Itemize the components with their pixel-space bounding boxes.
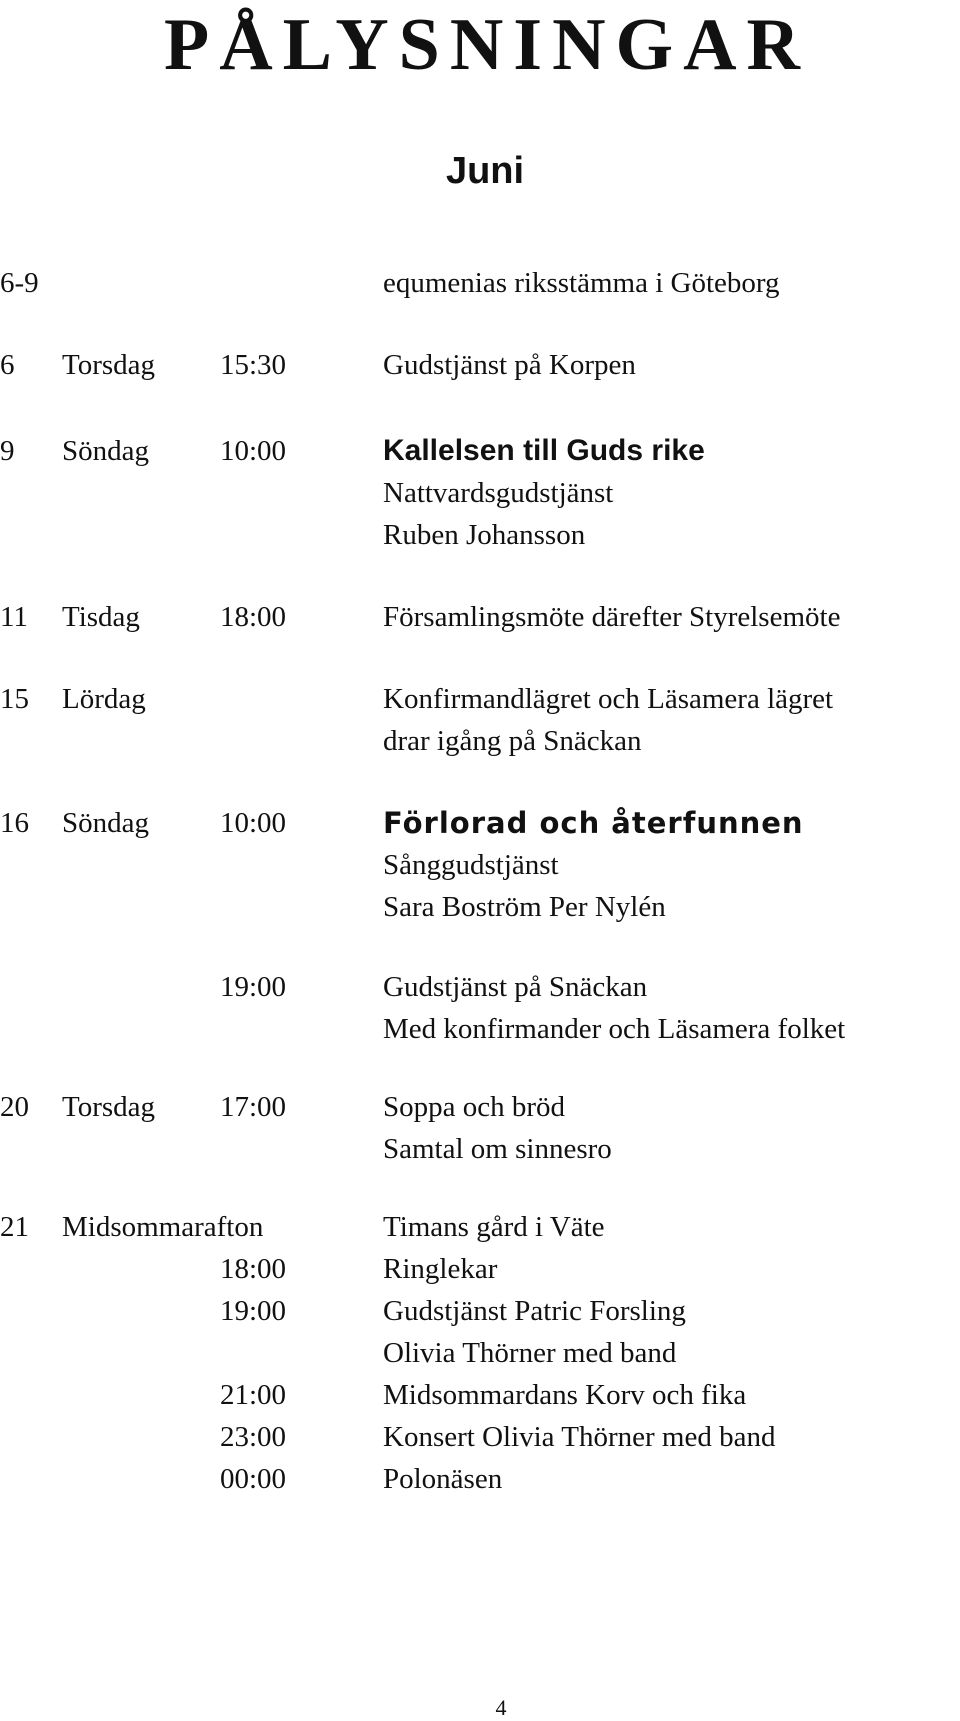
event-weekday: Torsdag [62, 1091, 156, 1123]
event-time: 19:00 [220, 971, 287, 1003]
program-item [0, 1458, 960, 1500]
event-entry [0, 966, 960, 1050]
event-line: Sånggudstjänst [383, 849, 559, 881]
event-line: Konsert Olivia Thörner med band [383, 1421, 776, 1453]
month-heading: Juni [445, 150, 525, 192]
sermon-title: Förlorad och återfunnen [383, 806, 804, 840]
event-line: drar igång på Snäckan [383, 725, 642, 757]
event-line: Gudstjänst på Snäckan [383, 971, 648, 1003]
event-schedule [0, 262, 960, 1500]
event-weekday: Midsommarafton [62, 1211, 264, 1243]
event-weekday: Söndag [62, 807, 149, 839]
event-description [383, 430, 960, 556]
event-description [383, 1290, 960, 1374]
program-item [0, 1290, 960, 1374]
event-description [383, 1086, 960, 1170]
event-entry [0, 678, 960, 762]
event-line: Konfirmandlägret och Läsamera lägret [383, 683, 834, 715]
event-time: 15:30 [220, 349, 287, 381]
event-weekday: Lördag [62, 683, 146, 715]
event-entry [0, 802, 960, 928]
event-description [383, 262, 960, 304]
event-time: 23:00 [220, 1421, 287, 1453]
event-line: Ringlekar [383, 1253, 498, 1285]
event-description [383, 1458, 960, 1500]
program-item [0, 1248, 960, 1290]
event-line: Polonäsen [383, 1463, 503, 1495]
event-description [383, 1416, 960, 1458]
event-entry [0, 430, 960, 556]
page-title: PÅLYSNINGAR [164, 4, 810, 86]
event-day: 9 [0, 435, 15, 467]
event-day: 6-9 [0, 267, 39, 299]
event-description [383, 966, 960, 1050]
event-weekday: Torsdag [62, 349, 156, 381]
event-time: 18:00 [220, 601, 287, 633]
event-day: 16 [0, 807, 29, 839]
event-day: 20 [0, 1091, 29, 1123]
event-line: Midsommardans Korv och fika [383, 1379, 747, 1411]
event-description [383, 1248, 960, 1290]
event-weekday: Tisdag [62, 601, 140, 633]
event-time: 18:00 [220, 1253, 287, 1285]
event-day: 11 [0, 601, 28, 633]
event-line: Församlingsmöte därefter Styrelsemöte [383, 601, 841, 633]
event-time: 10:00 [220, 435, 287, 467]
event-line: Samtal om sinnesro [383, 1133, 612, 1165]
event-description [383, 1206, 960, 1248]
event-line: Timans gård i Väte [383, 1211, 605, 1243]
event-description [383, 1374, 960, 1416]
event-entry [0, 596, 960, 638]
event-line: Gudstjänst på Korpen [383, 349, 636, 381]
event-description [383, 344, 960, 386]
event-time: 17:00 [220, 1091, 287, 1123]
event-weekday: Söndag [62, 435, 149, 467]
sermon-title: Kallelsen till Guds rike [383, 434, 705, 467]
event-time: 00:00 [220, 1463, 287, 1495]
event-description [383, 802, 960, 928]
event-day: 15 [0, 683, 29, 715]
program-item [0, 1416, 960, 1458]
event-time: 21:00 [220, 1379, 287, 1411]
event-time: 19:00 [220, 1295, 287, 1327]
event-line: equmenias riksstämma i Göteborg [383, 267, 780, 299]
event-day: 6 [0, 349, 15, 381]
event-line: Soppa och bröd [383, 1091, 566, 1123]
event-line: Ruben Johansson [383, 519, 586, 551]
page-number: 4 [495, 1695, 507, 1720]
event-line: Nattvardsgudstjänst [383, 477, 614, 509]
event-entry [0, 262, 960, 304]
event-line: Med konfirmander och Läsamera folket [383, 1013, 846, 1045]
event-entry [0, 1206, 960, 1248]
event-line: Sara Boström Per Nylén [383, 891, 666, 923]
event-day: 21 [0, 1211, 29, 1243]
event-line: Olivia Thörner med band [383, 1337, 677, 1369]
event-time: 10:00 [220, 807, 287, 839]
event-entry [0, 1086, 960, 1170]
event-description [383, 678, 960, 762]
event-line: Gudstjänst Patric Forsling [383, 1295, 686, 1327]
event-entry [0, 344, 960, 386]
event-description [383, 596, 960, 638]
program-item [0, 1374, 960, 1416]
